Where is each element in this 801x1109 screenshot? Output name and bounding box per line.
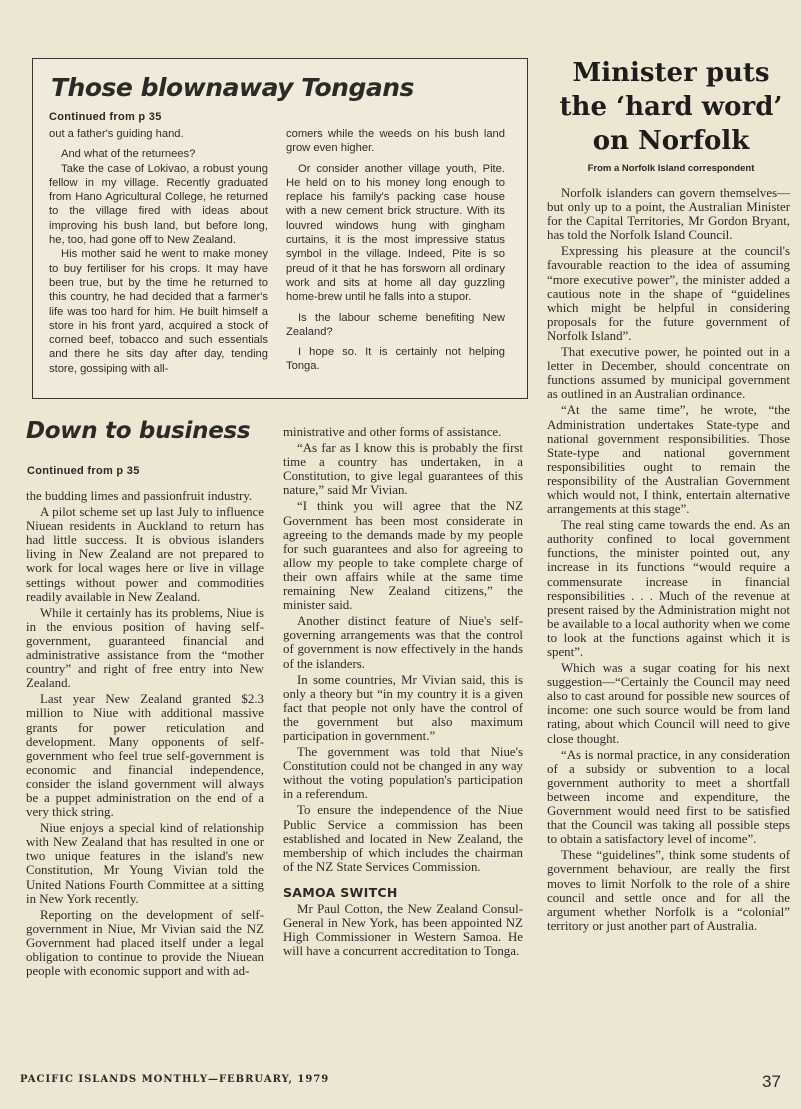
paragraph: the budding limes and passionfruit industry. <box>26 489 253 503</box>
norfolk-headline-line: on Norfolk <box>592 126 750 156</box>
business-column-right <box>283 425 523 960</box>
paragraph: In some countries, Mr Vivian said, this is only a theory but “in my country it is a given fact that people not only have the control of the government but also maximum participation in government.” <box>283 672 523 743</box>
paragraph: Last year New Zealand granted $2.3 million to Niue with additional massive grants for power reticulation and development. Many opponents of self-government who feel true self-government is economic and financial independence, consider the island government will always be a puppet administration on the end of a very thick string. <box>26 692 264 820</box>
paragraph: While it certainly has its problems, Niue is in the envious position of having self-government, guaranteed financial and administrative assistance from the “mother country” and right of free entry into New Zealand. <box>26 605 264 691</box>
tongans-column-right <box>286 127 505 380</box>
paragraph: Another distinct feature of Niue's self-governing arrangements was that the control of government is now effectively in the hands of the islanders. <box>283 614 523 671</box>
paragraph: comers while the weeds on his bush land grow even higher. <box>286 128 505 155</box>
paragraph: Take the case of Lokivao, a robust young fellow in my village. Recently graduated from Hano Agricultural College, he returned to the village fired with ideas about improving his bush land, but before long, he, too, had gone off to New Zealand. <box>49 162 268 247</box>
business-headline: Down to business <box>26 418 251 444</box>
paragraph: “As far as I know this is probably the first time a country has undertaken, in a Constitution, to give legal guarantees of this nature,” said Mr Vivian. <box>283 441 523 498</box>
page-number: 37 <box>762 1072 781 1091</box>
paragraph: The real sting came towards the end. As an authority confined to local government functions, the minister pointed out, any increase in its functions “would require a commensurate increase in financial responsibilities . . . Much of the revenue at present raised by the Administration might not be available to a local authority when we come to look at the functions against which it is spent”. <box>547 518 790 659</box>
paragraph: Which was a sugar coating for his next suggestion—“Certainly the Council may need also to cast around for possible new sources of income: one such source would be from land rating, about which Council will need to give close thought. <box>547 661 790 746</box>
paragraph: out a father's guiding hand. <box>49 128 184 140</box>
norfolk-headline <box>546 56 796 158</box>
paragraph: “At the same time”, he wrote, “the Administration undertakes State-type and national government responsibilities. Those State-type and national government responsibilities ought to remain the responsibility of the Australian Government which would not, I think, entertain alternative arrangements at this stage”. <box>547 403 790 517</box>
norfolk-headline-line: the ‘hard word’ <box>559 92 783 122</box>
paragraph: “I think you will agree that the NZ Government has been most considerate in agreeing to the demands made by my people for such guarantees and also for agreeing to allow my people to take complete charge of their own affairs while at the same time remaining New Zealand citizens,” the minister said. <box>283 499 523 613</box>
paragraph: I hope so. It is certainly not helping Tonga. <box>286 346 505 373</box>
paragraph: His mother said he went to make money to buy fertiliser for his crops. It may have been true, but by the time he returned to this country, he had decided that a farmer's life was too hard for him. He built himself a store in his front yard, acquired a stock of corned beef, tobacco and such essentials and there he sits day after day, tending store, gossiping with all- <box>49 248 268 375</box>
tongans-continued-label: Continued from p 35 <box>49 111 162 123</box>
paragraph: Is the labour scheme benefiting New Zealand? <box>286 311 505 338</box>
paragraph: These “guidelines”, think some students of government behaviour, are really the first moves to limit Norfolk to the role of a shire council and settle once and for all the argument whether Norfolk is a “colonial” territory or just another part of Australia. <box>547 848 790 933</box>
norfolk-headline-line: Minister puts <box>572 58 770 88</box>
norfolk-column <box>547 186 790 935</box>
paragraph: Reporting on the development of self-government in Niue, Mr Vivian said the NZ Government had placed itself under a legal obligation to continue to provide the Niuean people with economic support and with ad- <box>26 907 264 979</box>
business-continued-label: Continued from p 35 <box>27 465 140 477</box>
paragraph: Niue enjoys a special kind of relationship with New Zealand that has resulted in one or two unique features in the island's new Constitution, Mr Young Vivian told the United Nations Fourth Committee at a sitting in New York recently. <box>26 821 264 906</box>
paragraph: The government was told that Niue's Constitution could not be changed in any way without the voting population's participation in a referendum. <box>283 745 523 802</box>
paragraph: And what of the returnees? <box>61 148 196 161</box>
paragraph: ministrative and other forms of assistance. <box>283 425 502 439</box>
paragraph: To ensure the independence of the Niue Public Service a commission has been established and located in New Zealand, the membership of which includes the chairman of the NZ State Services Commission. <box>283 803 523 874</box>
paragraph: Norfolk islanders can govern themselves—but only up to a point, the Australian Minister for the Capital Territories, Mr Gordon Bryant, has told the Norfolk Island Council. <box>547 186 790 243</box>
tongans-column-left <box>49 127 268 382</box>
paragraph: Mr Paul Cotton, the New Zealand Consul-General in New York, has been appointed NZ High Commissioner in Western Samoa. He will have a concurrent accreditation to Tonga. <box>283 902 523 959</box>
paragraph: Expressing his pleasure at the council's favourable reaction to the idea of assuming “more executive power”, the minister added a cautious note in the shape of “guidelines which might be helpful in considering proposals for the future government of Norfolk Island”. <box>547 244 790 343</box>
business-column-left <box>26 489 264 980</box>
tongans-article-box <box>32 58 528 399</box>
paragraph: Or consider another village youth, Pite. He held on to his money long enough to replace his family's packing case house with a new cement brick structure. With its louvred windows hung with gingham curtains, it is the most impressive status symbol in the village. Indeed, Pite is so preud of it that he has forsworn all ordinary work and sits at home all day guzzling home-brew until he falls into a stupor. <box>286 162 505 304</box>
samoa-subheading: SAMOA SWITCH <box>283 884 398 900</box>
paragraph: That executive power, he pointed out in a letter in December, should concentrate on functions assumed by municipal government as outlined in an Australian ordinance. <box>547 345 790 402</box>
norfolk-byline: From a Norfolk Island correspondent <box>587 163 755 174</box>
tongans-headline: Those blownaway Tongans <box>51 73 414 102</box>
paragraph: “As is normal practice, in any consideration of a subsidy or subvention to a local government authority to meet a shortfall between income and expenditure, the Government would need first to be satisfied that the Council was taking all possible steps to obtain a satisfactory level of income”. <box>547 747 790 847</box>
paragraph: A pilot scheme set up last July to influence Niuean residents in Auckland to return has had little success. It is obvious islanders living in New Zealand are not prepared to work for local wages here or live in village settings without power and commodities readily available in New Zealand. <box>26 505 264 604</box>
page-footer: PACIFIC ISLANDS MONTHLY—FEBRUARY, 1979 <box>20 1074 330 1085</box>
